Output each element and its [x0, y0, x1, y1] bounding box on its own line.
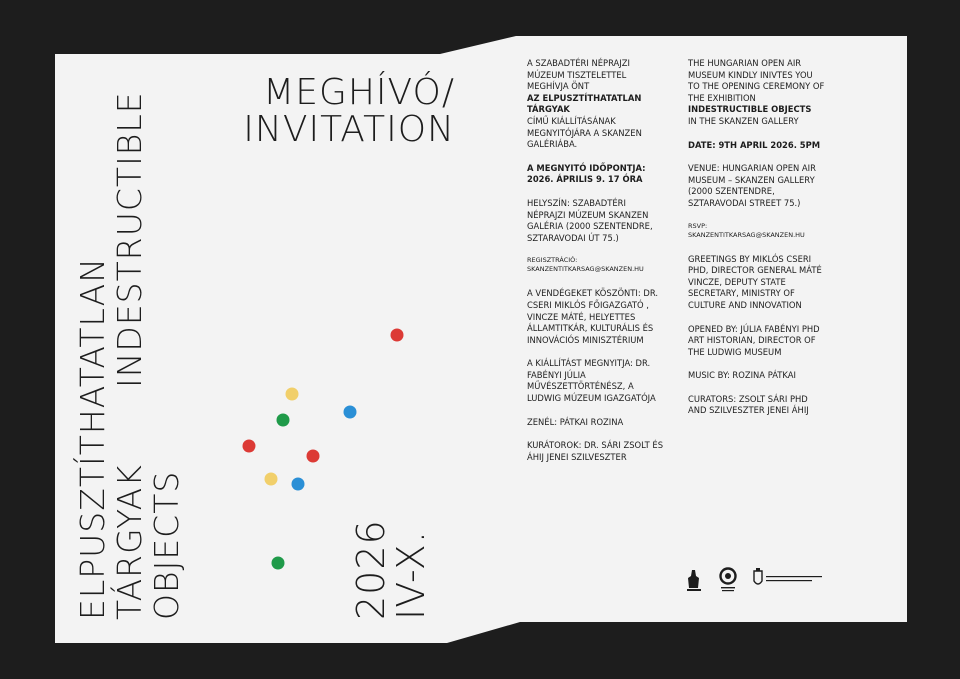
dot-yellow-1 [286, 388, 299, 401]
dot-green-2 [272, 557, 285, 570]
hu-date-block [527, 163, 665, 186]
en-intro: THE HUNGARIAN OPEN AIR MUSEUM KINDLY INIVTES YOU TO THE OPENING CEREMONY OF THE EXHIBITION [688, 58, 825, 103]
hu-title: AZ ELPUSZTÍTHATATLAN TÁRGYAK [527, 92, 642, 115]
hu-date-value: 2026. ÁPRILIS 9. 17 ÓRA [527, 174, 643, 185]
hu-intro-block [527, 58, 665, 151]
hu-greetings: A VENDÉGEKET KÖSZÖNTI: DR. CSERI MIKLÓS FŐIGAZGATÓ , VINCZE MÁTÉ, HELYETTES ÁLLAMTITKÁR, KULTURÁLIS ÉS INNOVÁCIÓS MINISZTÉRIUM [527, 288, 658, 345]
en-music: MUSIC BY: ROZINA PÁTKAI [688, 370, 796, 381]
heading-line2: INVITATION [243, 109, 455, 150]
en-rsvp-label: RSVP: [688, 221, 708, 230]
hungarian-text-column [527, 58, 665, 475]
hu-venue: HELYSZÍN: SZABADTÉRI NÉPRAJZI MÚZEUM SKANZEN GALÉRIA (2000 SZENTENDRE, SZTARAVODAI ÚT 75.) [527, 197, 653, 243]
hu-curators: KURÁTOROK: DR. SÁRI ZSOLT ÉS ÁHIJ JENEI SZILVESZTER [527, 440, 664, 462]
dot-blue-1 [344, 406, 357, 419]
title-hu-line1: ELPUSZTÍTHATATLAN [73, 257, 112, 620]
hu-rsvp [527, 256, 665, 274]
months: IV-X. [389, 530, 433, 620]
english-text-column [688, 58, 826, 429]
dot-yellow-2 [265, 473, 278, 486]
dot-red-2 [243, 440, 256, 453]
title-hu-line2: TÁRGYAK [110, 464, 149, 620]
hu-intro: A SZABADTÉRI NÉPRAJZI MÚZEUM TISZTELETTEL MEGHÍVJA ÖNT [527, 58, 630, 92]
en-date [688, 140, 826, 152]
en-title: INDESTRUCTIBLE OBJECTS [688, 104, 812, 115]
dot-red-1 [391, 329, 404, 342]
sponsor-logos [686, 566, 836, 594]
dot-green-1 [277, 414, 290, 427]
hu-rsvp-label: REGISZTRÁCIÓ: [527, 256, 578, 265]
museum-seal-logo [687, 570, 701, 591]
invitation-heading [225, 74, 455, 148]
en-intro-block [688, 58, 826, 128]
en-opened: OPENED BY: JÚLIA FABÉNYI PHD ART HISTORIAN, DIRECTOR OF THE LUDWIG MUSEUM [688, 323, 820, 357]
title-en-line1: INDESTRUCTIBLE [110, 91, 149, 388]
hu-music: ZENÉL: PÁTKAI ROZINA [527, 416, 624, 427]
en-intro2: IN THE SKANZEN GALLERY [688, 115, 799, 126]
en-rsvp-email[interactable]: SKANZENTITKARSAG@SKANZEN.HU [688, 230, 805, 239]
hu-rsvp-email[interactable]: SKANZENTITKARSAG@SKANZEN.HU [527, 265, 644, 274]
ministry-crest-logo [754, 568, 822, 584]
en-curators: CURATORS: ZSOLT SÁRI PHD AND SZILVESZTER JENEI ÁHIJ [688, 393, 809, 416]
en-venue: VENUE: HUNGARIAN OPEN AIR MUSEUM – SKANZEN GALLERY (2000 SZENTENDRE, SZTARAVODAI STREET 75.) [688, 163, 816, 208]
en-greetings: GREETINGS BY MIKLÓS CSERI PHD, DIRECTOR GENERAL MÁTÉ VINCZE, DEPUTY STATE SECRETARY, MINISTRY OF CULTURE AND INNOVATION [688, 253, 822, 310]
year: 2026 [349, 519, 393, 620]
dot-red-3 [307, 450, 320, 463]
hu-opened: A KIÁLLÍTÁST MEGNYITJA: DR. FABÉNYI JÚLIA MŰVÉSZETTÖRTÉNÉSZ, A LUDWIG MÚZEUM IGAZGATÓJA [527, 358, 656, 404]
title-en-line2: OBJECTS [147, 470, 186, 620]
en-rsvp [688, 222, 826, 240]
en-date-text: DATE: 9TH APRIL 2026. 5PM [688, 139, 821, 150]
dot-blue-2 [292, 478, 305, 491]
skanzen-logo [721, 569, 736, 592]
heading-line1: MEGHÍVÓ/ [263, 72, 455, 113]
hu-intro2: CÍMŰ KIÁLLÍTÁSÁNAK MEGNYITÓJÁRA A SKANZEN GALÉRIÁBA. [527, 115, 642, 150]
hu-date-label: A MEGNYITÓ IDŐPONTJA: [527, 162, 646, 173]
